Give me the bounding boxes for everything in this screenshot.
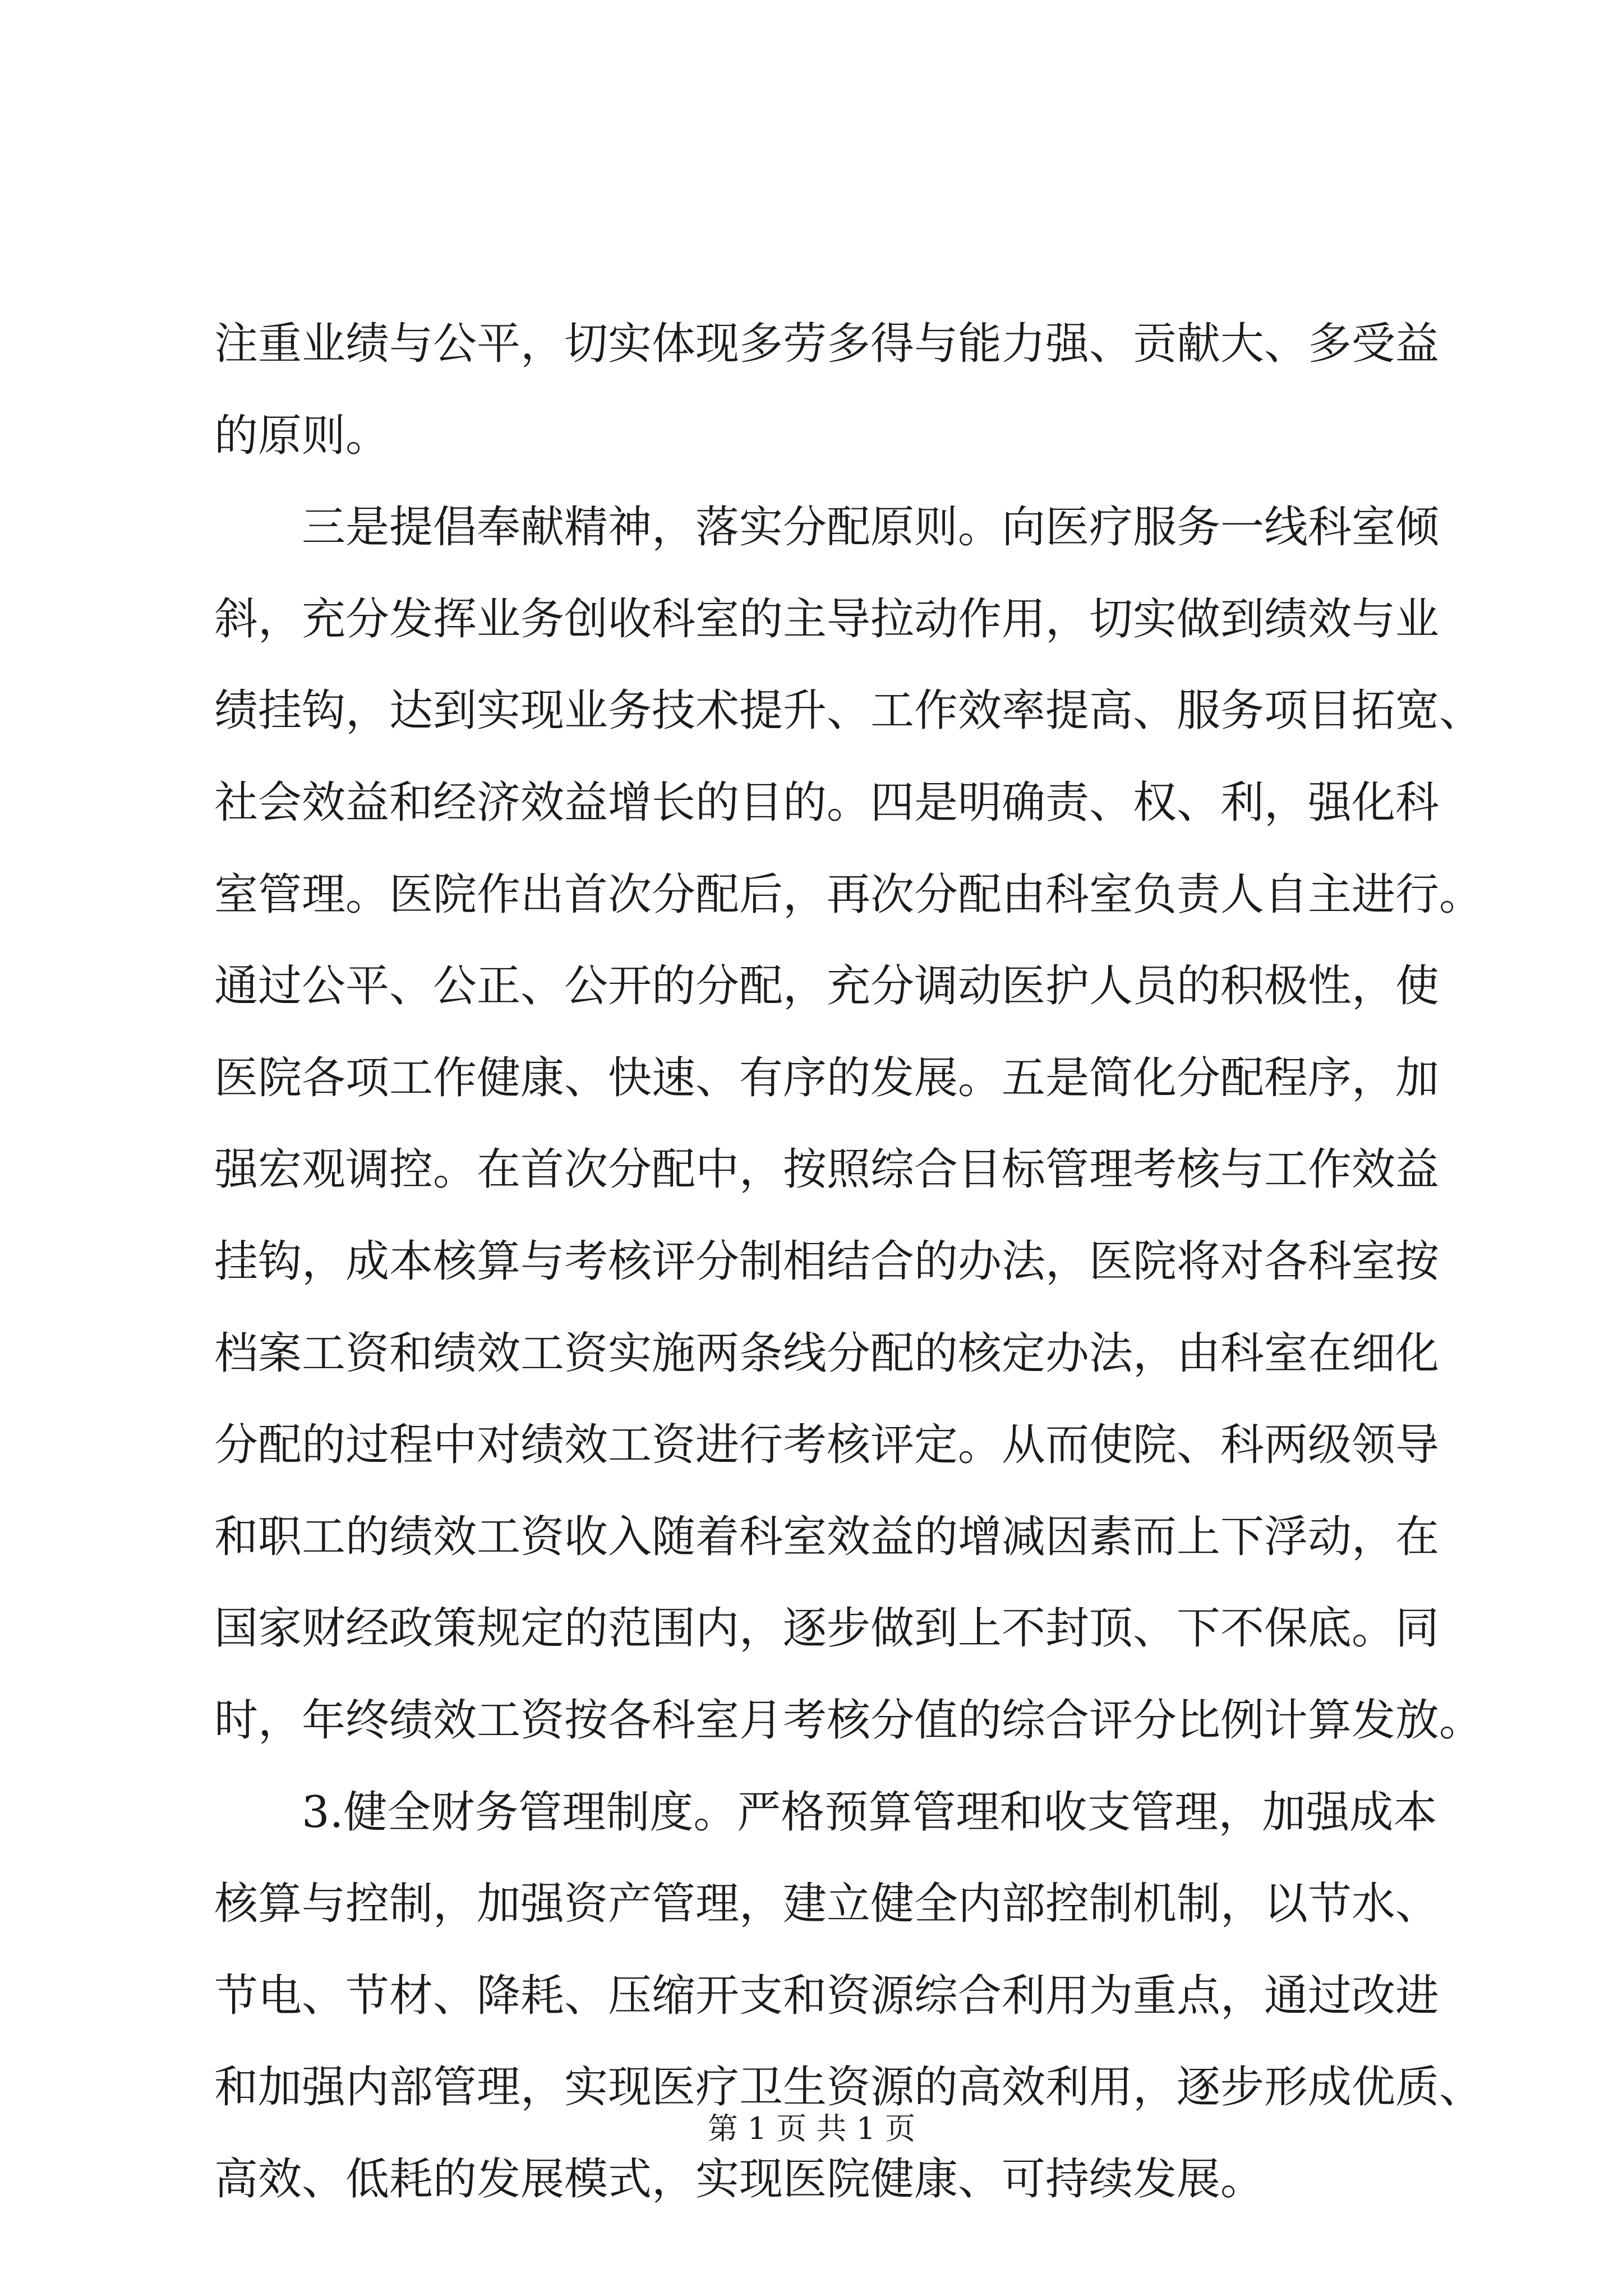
text-line: 注重业绩与公平，切实体现多劳多得与能力强、贡献大、多受益 xyxy=(214,319,1440,369)
text-line: 三是提倡奉献精神，落实分配原则。向医疗服务一线科室倾 xyxy=(214,502,1440,553)
text-line: 节电、节材、降耗、压缩开支和资源综合利用为重点，通过改进 xyxy=(214,1970,1440,2021)
text-line: 核算与控制，加强资产管理，建立健全内部控制机制，以节水、 xyxy=(214,1879,1440,1930)
text-line: 分配的过程中对绩效工资进行考核评定。从而使院、科两级领导 xyxy=(214,1420,1440,1471)
page-number-footer: 第 1 页 共 1 页 xyxy=(707,2111,916,2146)
text-line: 通过公平、公正、公开的分配，充分调动医护人员的积极性，使 xyxy=(214,961,1440,1012)
body-text xyxy=(214,298,1483,2225)
text-line: 时，年终绩效工资按各科室月考核分值的综合评分比例计算发放。 xyxy=(214,1695,1483,1746)
text-line: 室管理。医院作出首次分配后，再次分配由科室负责人自主进行。 xyxy=(214,869,1483,920)
text-line: 的原则。 xyxy=(214,410,390,461)
text-line: 挂钩，成本核算与考核评分制相结合的办法，医院将对各科室按 xyxy=(214,1236,1440,1287)
text-line: 3.健全财务管理制度。严格预算管理和收支管理，加强成本 xyxy=(214,1787,1437,1838)
text-line: 医院各项工作健康、快速、有序的发展。五是简化分配程序，加 xyxy=(214,1052,1440,1103)
text-line: 斜，充分发挥业务创收科室的主导拉动作用，切实做到绩效与业 xyxy=(214,593,1440,645)
text-line: 社会效益和经济效益增长的目的。四是明确责、权、利，强化科 xyxy=(214,777,1440,828)
text-line: 国家财经政策规定的范围内，逐步做到上不封顶、下不保底。同 xyxy=(214,1603,1440,1654)
text-line: 和加强内部管理，实现医疗卫生资源的高效利用，逐步形成优质、 xyxy=(214,2062,1483,2113)
text-line: 强宏观调控。在首次分配中，按照综合目标管理考核与工作效益 xyxy=(214,1144,1440,1195)
text-line: 和职工的绩效工资收入随着科室效益的增减因素而上下浮动，在 xyxy=(214,1511,1440,1562)
text-line: 高效、低耗的发展模式，实现医院健康、可持续发展。 xyxy=(214,2154,1265,2205)
text-line: 绩挂钩，达到实现业务技术提升、工作效率提高、服务项目拓宽、 xyxy=(214,685,1483,737)
text-line: 档案工资和绩效工资实施两条线分配的核定办法，由科室在细化 xyxy=(214,1328,1440,1379)
